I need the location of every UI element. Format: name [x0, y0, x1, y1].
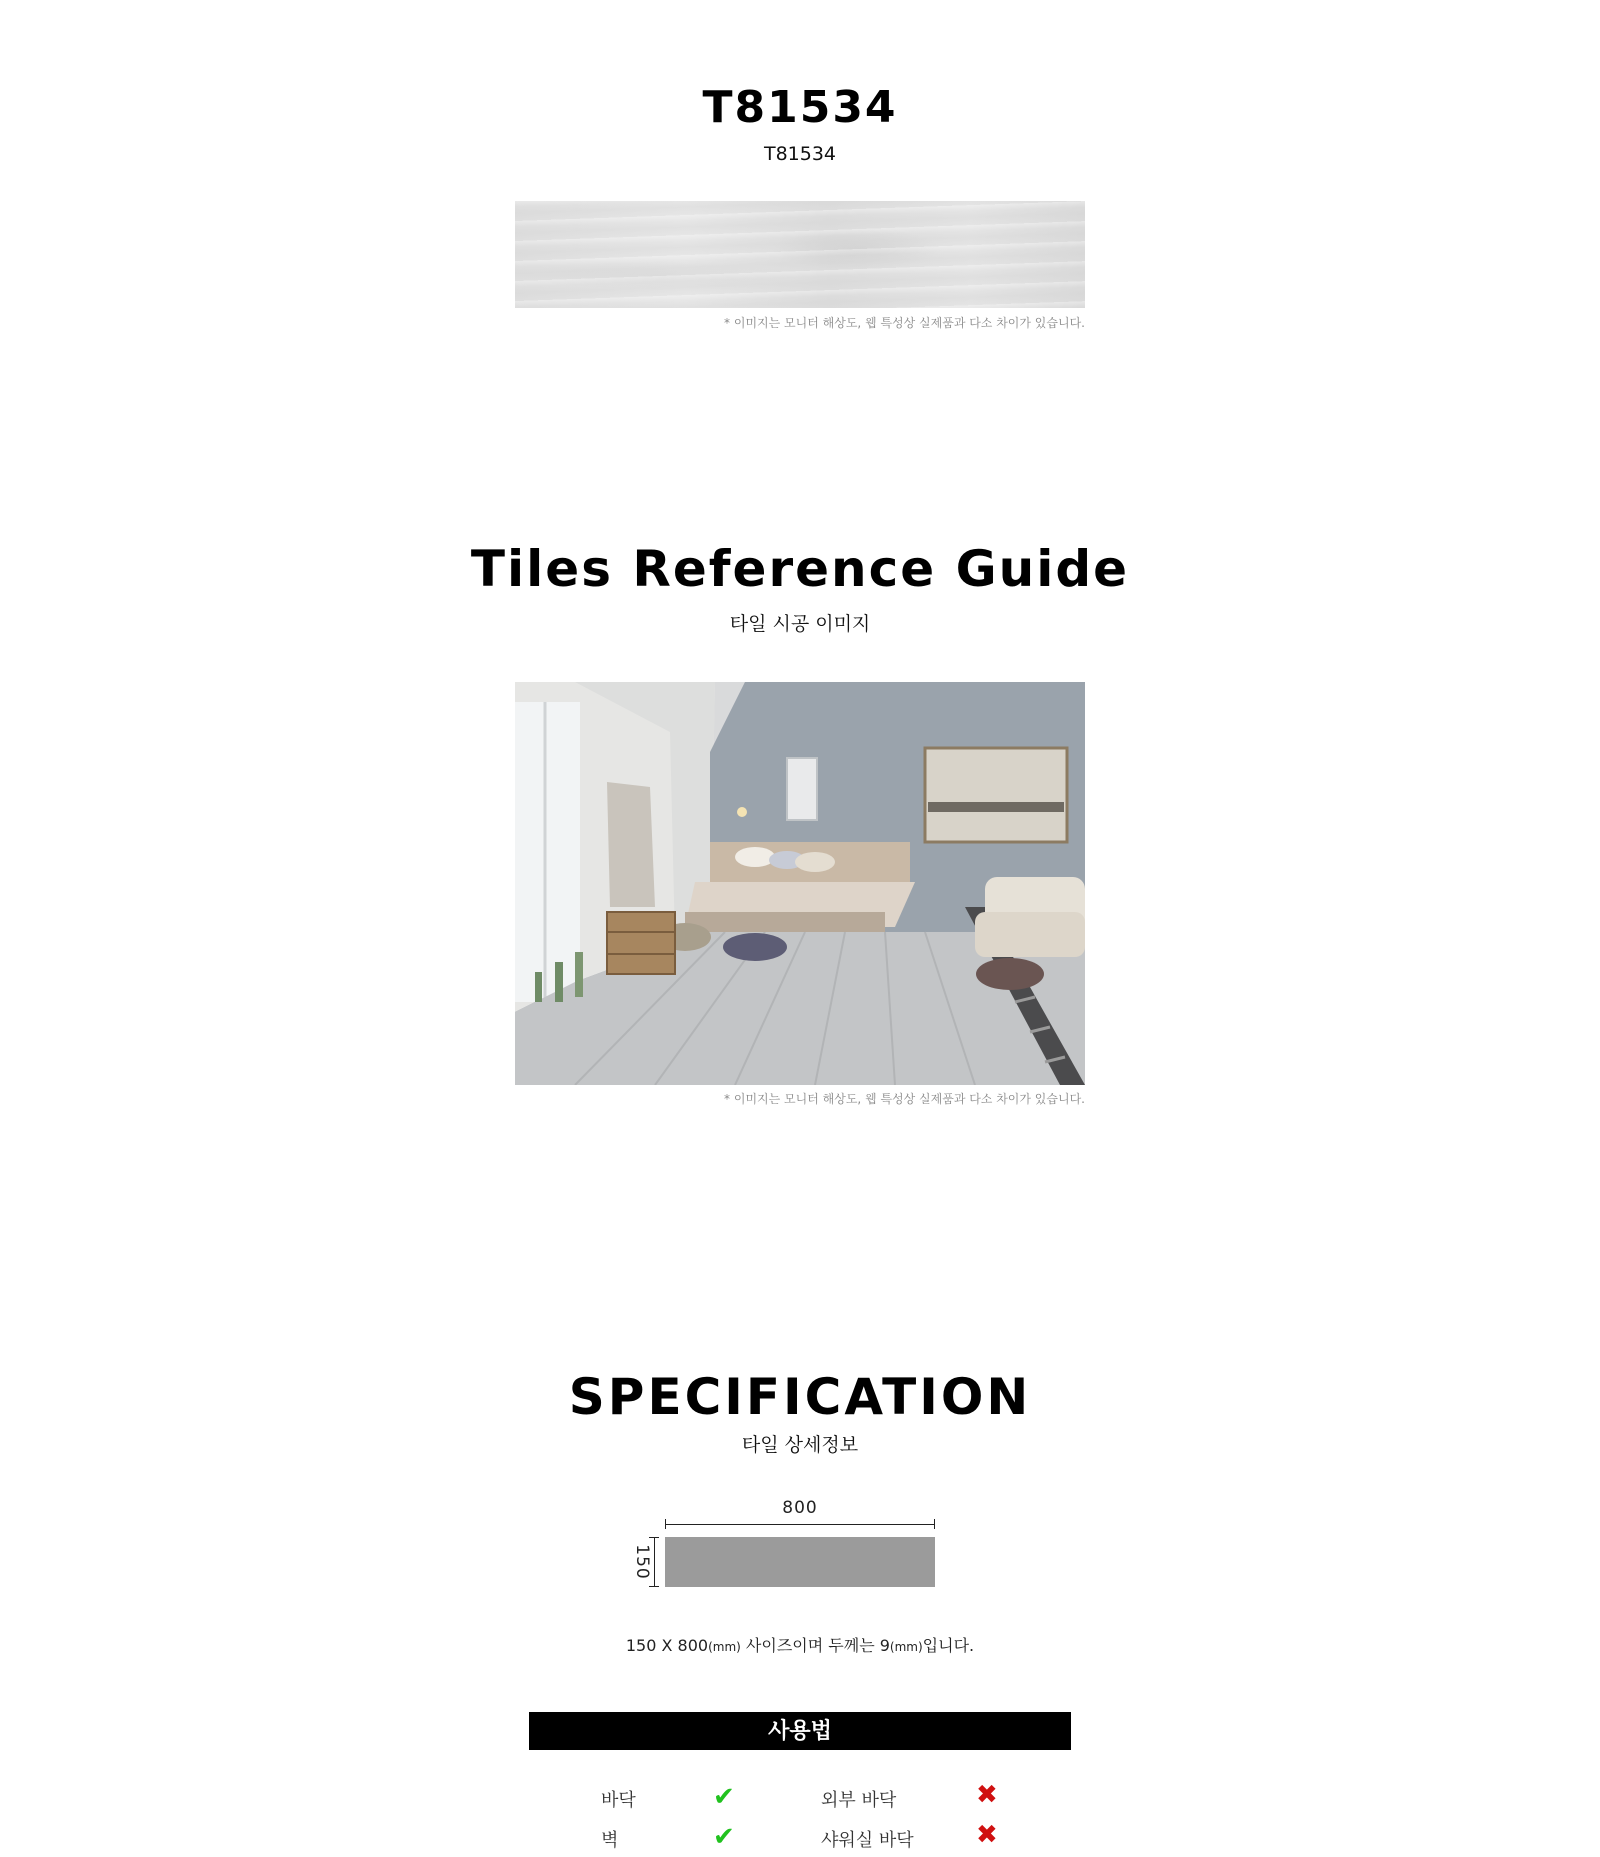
spec-description — [0, 1633, 1600, 1656]
width-tick-right — [934, 1519, 935, 1529]
spec-desc-end: 입니다. — [922, 1636, 975, 1655]
usage-header: 사용법 — [529, 1712, 1071, 1750]
reference-subtitle: 타일 시공 이미지 — [729, 613, 871, 635]
usage-wall-label: 벽 — [601, 1830, 619, 1851]
spec-unit-1: (mm) — [708, 1640, 741, 1654]
usage-shower-floor-label: 샤워실 바닥 — [821, 1830, 914, 1851]
spec-subtitle: 타일 상세정보 — [741, 1434, 859, 1456]
height-tick-bottom — [649, 1586, 659, 1587]
reference-image-notice: * 이미지는 모니터 해상도, 웹 특성상 실제품과 다소 차이가 있습니다. — [724, 1092, 1085, 1106]
height-dimension-line — [654, 1537, 655, 1587]
check-icon: ✔ — [713, 1782, 735, 1812]
spec-size: 150 X 800 — [625, 1636, 709, 1655]
spec-unit-2: (mm) — [889, 1640, 923, 1654]
room-reference-image — [515, 682, 1085, 1085]
spec-title: SPECIFICATION — [568, 1368, 1032, 1426]
product-title: T81534 — [702, 82, 898, 133]
tile-width-label: 800 — [782, 1498, 818, 1518]
tile-swatch-image — [515, 201, 1085, 308]
tile-height-label: 150 — [632, 1544, 652, 1580]
spec-desc-mid: 사이즈이며 두께는 9 — [740, 1636, 890, 1655]
product-code: T81534 — [763, 143, 837, 165]
reference-title: Tiles Reference Guide — [470, 540, 1130, 598]
tile-size-diagram — [665, 1537, 935, 1587]
cross-icon: ✖ — [976, 1780, 998, 1810]
check-icon: ✔ — [713, 1822, 735, 1852]
width-dimension-line — [665, 1524, 935, 1525]
width-tick-left — [665, 1519, 666, 1529]
usage-floor-label: 바닥 — [601, 1790, 636, 1811]
cross-icon: ✖ — [976, 1820, 998, 1850]
height-tick-top — [649, 1537, 659, 1538]
image-notice: * 이미지는 모니터 해상도, 웹 특성상 실제품과 다소 차이가 있습니다. — [724, 316, 1085, 330]
usage-outdoor-floor-label: 외부 바닥 — [821, 1790, 897, 1811]
